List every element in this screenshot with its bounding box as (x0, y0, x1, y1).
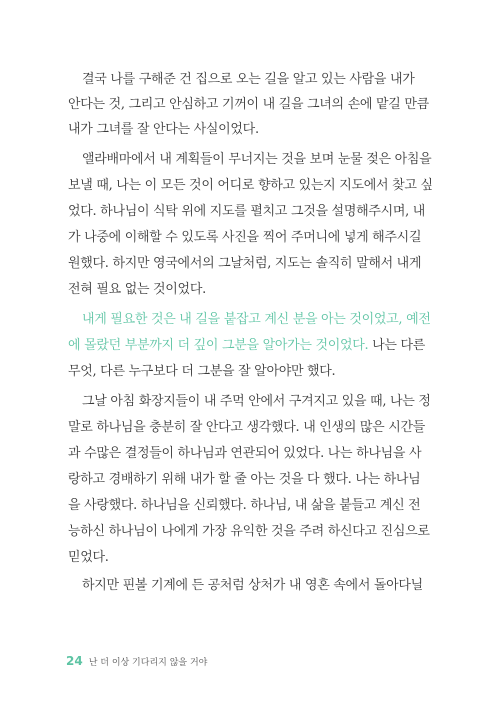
text-line: 그날 아침 화장지들이 내 주먹 안에서 구겨지고 있을 때, 나는 정 (82, 394, 431, 409)
running-title: 난 더 이상 기다리지 않을 거야 (88, 658, 208, 668)
text-span: 나는 다른 (368, 338, 426, 353)
text-line: 을 사랑했다. 하나님을 신뢰했다. 하나님, 내 삶을 붙들고 계신 전 (68, 498, 421, 513)
mixed-text-line (68, 336, 425, 356)
text-line: 결국 나를 구해준 건 집으로 오는 길을 알고 있는 사람을 내가 (82, 72, 415, 87)
text-line: 믿었다. (68, 550, 109, 565)
text-line: 보낼 때, 나는 이 모든 것이 어디로 향하고 있는지 지도에서 찾고 싶 (68, 178, 433, 193)
text-line: 말로 하나님을 충분히 잘 안다고 생각했다. 내 인생의 많은 시간들 (68, 420, 426, 435)
text-line: 과 수많은 결정들이 하나님과 연관되어 있었다. 나는 하나님을 사 (68, 446, 422, 461)
text-line: 내가 그녀를 잘 안다는 사실이었다. (68, 122, 259, 137)
text-line: 전혀 필요 없는 것이었다. (68, 282, 206, 297)
text-line: 능하신 하나님이 나에게 가장 유익한 것을 주려 하신다고 진심으로 (68, 524, 430, 539)
text-line: 앨라배마에서 내 계획들이 무너지는 것을 보며 눈물 젖은 아침을 (82, 152, 432, 167)
text-line: 가 나중에 이해할 수 있도록 사진을 찍어 주머니에 넣게 해주시길 (68, 230, 422, 245)
text-line: 안다는 것, 그리고 안심하고 기꺼이 내 길을 그녀의 손에 맡길 만큼 (68, 97, 429, 112)
text-line: 원했다. 하지만 영국에서의 그날처럼, 지도는 솔직히 말해서 내게 (68, 256, 422, 271)
page-footer (66, 653, 207, 669)
highlighted-text-line: 내게 필요한 것은 내 길을 붙잡고 계신 분을 아는 것이었고, 예전 (82, 312, 431, 327)
highlighted-text: 에 몰랐던 부분까지 더 깊이 그분을 알아가는 것이었다. (68, 338, 369, 353)
book-page (68, 0, 440, 724)
page-number: 24 (66, 654, 83, 668)
text-line: 하지만 핀볼 기계에 든 공처럼 상처가 내 영혼 속에서 돌아다닐 (82, 578, 423, 593)
text-line: 무엇, 다른 누구보다 더 그분을 잘 알아야만 했다. (68, 364, 336, 379)
text-line: 었다. 하나님이 식탁 위에 지도를 펼치고 그것을 설명해주시며, 내 (68, 204, 426, 219)
text-line: 랑하고 경배하기 위해 내가 할 줄 아는 것을 다 했다. 나는 하나님 (68, 472, 421, 487)
